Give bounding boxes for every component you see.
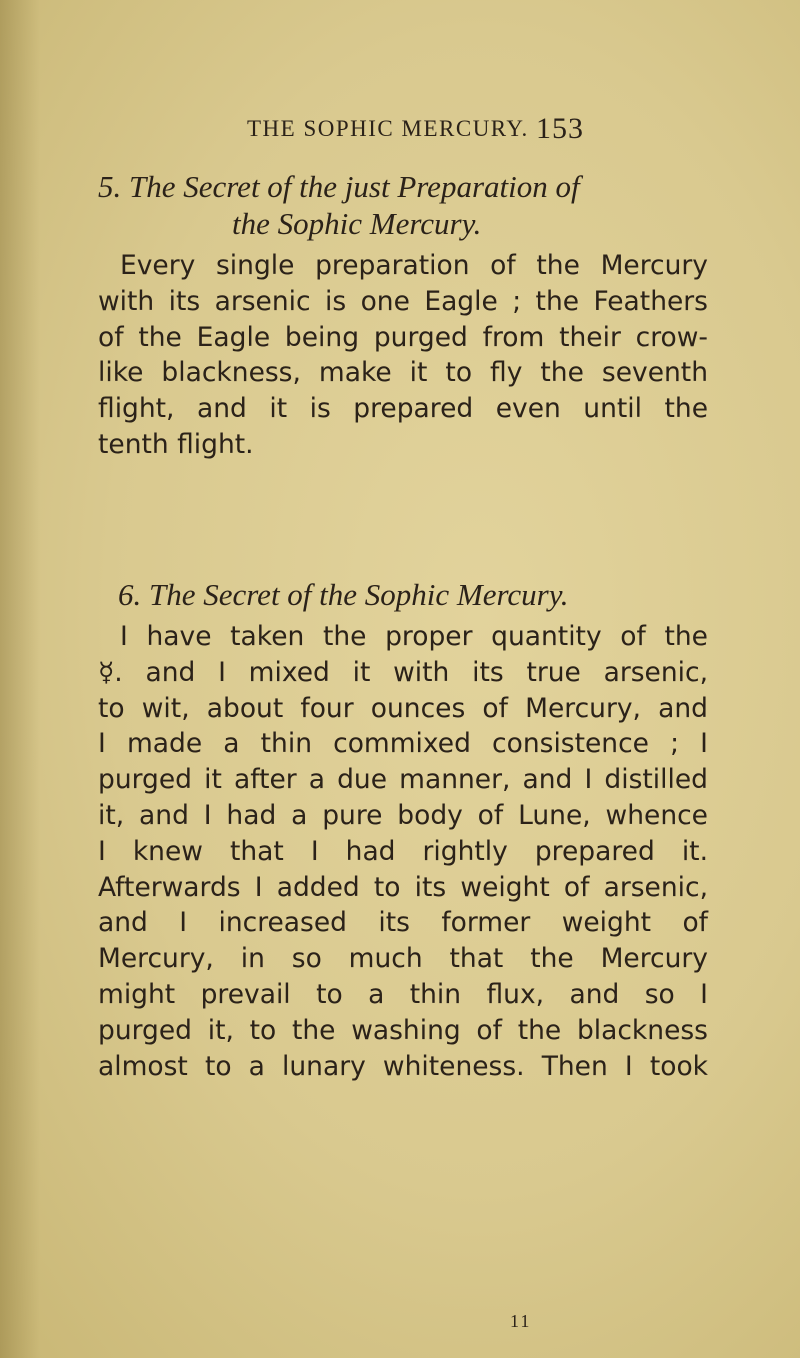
paragraph-line: Every single preparation of the Mercury — [120, 250, 708, 281]
paragraph-line: purged it after a due manner, and I distilled — [98, 764, 708, 796]
signature-mark: 11 — [510, 1311, 532, 1331]
paragraph-line: I knew that I had rightly prepared it. — [98, 835, 708, 867]
page-gutter-shadow — [0, 0, 40, 1358]
section-6-heading: 6. The Secret of the Sophic Mercury. — [118, 577, 569, 612]
paragraph-line: I have taken the proper quantity of the — [120, 621, 708, 652]
paragraph-line: might prevail to a thin flux, and so I — [98, 978, 708, 1010]
paragraph-line: with its arsenic is one Eagle ; the Feathers — [98, 285, 708, 317]
paragraph-line: it, and I had a pure body of Lune, whence — [98, 799, 708, 831]
paragraph-line: Afterwards I added to its weight of arsenic, — [98, 871, 708, 903]
paragraph-line: I made a thin commixed consistence ; I — [98, 728, 708, 760]
paragraph-line: of the Eagle being purged from their crow- — [98, 321, 708, 353]
paragraph-line: and I increased its former weight of — [98, 907, 708, 939]
paragraph-line: almost to a lunary whiteness. Then I took — [98, 1050, 708, 1082]
page-number: 153 — [536, 112, 584, 145]
paragraph-line: ☿. and I mixed it with its true arsenic, — [98, 656, 708, 688]
running-title: THE SOPHIC MERCURY. — [247, 116, 529, 141]
section-5-heading-line-1: 5. The Secret of the just Preparation of — [98, 169, 580, 204]
paragraph-line: tenth flight. — [98, 428, 254, 460]
section-6-paragraph — [98, 619, 708, 1084]
section-5-paragraph — [98, 248, 708, 463]
paragraph-line: to wit, about four ounces of Mercury, and — [98, 692, 708, 724]
paragraph-line: flight, and it is prepared even until the — [98, 393, 708, 425]
running-head — [0, 112, 800, 152]
paragraph-line: purged it, to the washing of the blackness — [98, 1014, 708, 1046]
section-5-heading-line-2: the Sophic Mercury. — [232, 206, 482, 241]
paragraph-line: like blackness, make it to fly the seventh — [98, 357, 708, 389]
paragraph-line: Mercury, in so much that the Mercury — [98, 943, 708, 975]
